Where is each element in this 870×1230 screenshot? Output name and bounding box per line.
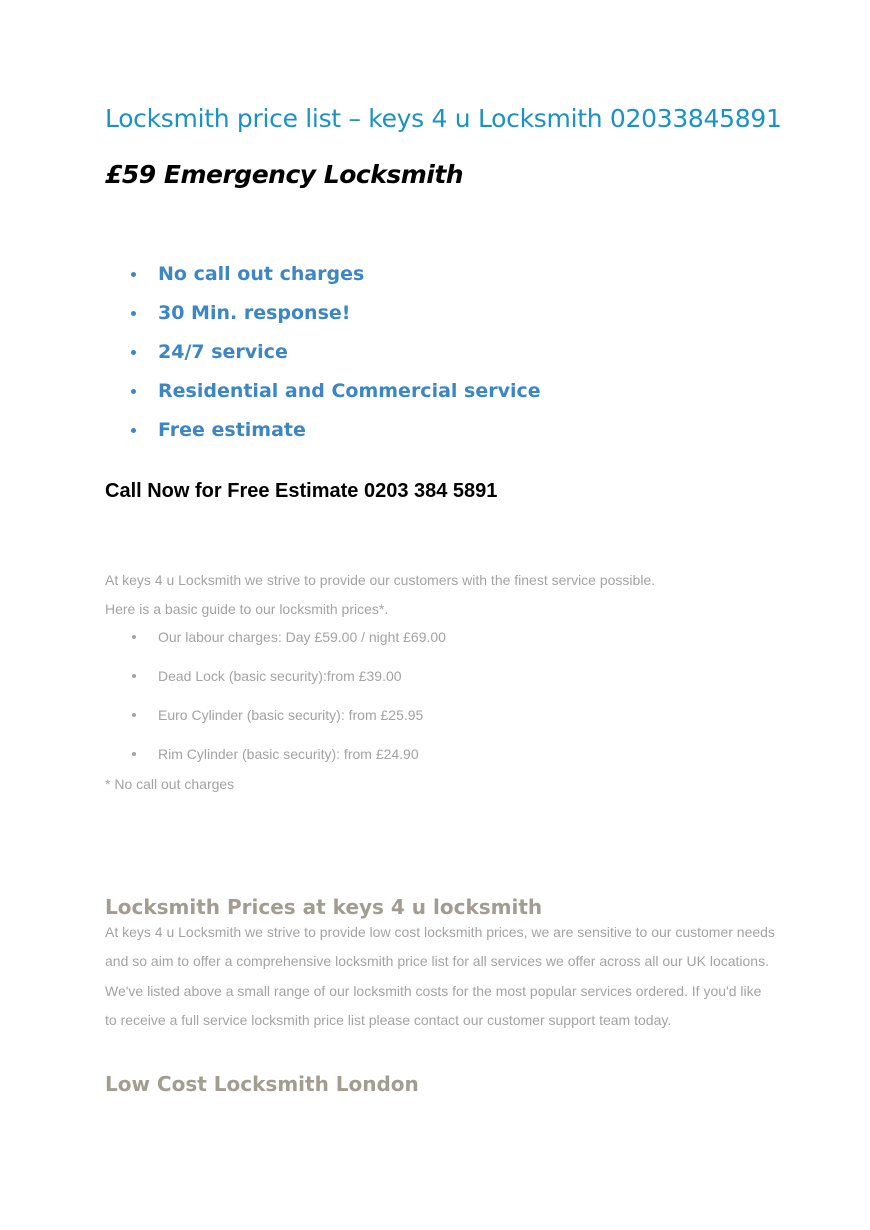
feature-item [105, 260, 541, 299]
feature-label: 30 Min. response! [158, 302, 351, 324]
section-paragraph-prices: At keys 4 u Locksmith we strive to provide low cost locksmith prices, we are sensitive to our customer needs and so aim to offer a comprehensive locksmith price list for all services we offer across all our UK locations. We've listed above a small range of our locksmith costs for the most popular services ordered. If you'd like to receive a full service locksmith price list please contact our customer support team today. [105, 924, 775, 1028]
bullet-icon [132, 752, 136, 756]
feature-label: No call out charges [158, 263, 365, 285]
price-item [105, 741, 446, 780]
feature-list [105, 260, 541, 455]
intro-text [105, 566, 655, 624]
page-title: Locksmith price list – keys 4 u Locksmith 02033845891 [105, 104, 782, 133]
feature-item [105, 299, 541, 338]
feature-item [105, 416, 541, 455]
price-label: Our labour charges: Day £59.00 / night £69.00 [158, 629, 446, 645]
intro-line: Here is a basic guide to our locksmith prices*. [105, 601, 389, 617]
bullet-icon [131, 311, 136, 316]
feature-item [105, 377, 541, 416]
section-heading-prices: Locksmith Prices at keys 4 u locksmith [105, 895, 543, 919]
bullet-icon [132, 635, 136, 639]
bullet-icon [131, 350, 136, 355]
price-list [105, 624, 446, 780]
feature-label: Residential and Commercial service [158, 380, 541, 402]
price-label: Euro Cylinder (basic security): from £25.95 [158, 707, 424, 723]
feature-item [105, 338, 541, 377]
price-item [105, 663, 446, 702]
price-item [105, 702, 446, 741]
feature-label: Free estimate [158, 419, 306, 441]
bullet-icon [131, 272, 136, 277]
bullet-icon [131, 389, 136, 394]
emergency-subtitle: £59 Emergency Locksmith [105, 160, 464, 189]
price-item [105, 624, 446, 663]
call-to-action: Call Now for Free Estimate 0203 384 5891 [105, 480, 498, 502]
feature-label: 24/7 service [158, 341, 288, 363]
price-label: Dead Lock (basic security):from £39.00 [158, 668, 402, 684]
bullet-icon [132, 713, 136, 717]
intro-line: At keys 4 u Locksmith we strive to provide our customers with the finest service possible. [105, 572, 656, 588]
footnote: * No call out charges [105, 776, 235, 792]
bullet-icon [132, 674, 136, 678]
section-heading-low-cost: Low Cost Locksmith London [105, 1072, 419, 1096]
bullet-icon [131, 428, 136, 433]
price-label: Rim Cylinder (basic security): from £24.90 [158, 746, 419, 762]
